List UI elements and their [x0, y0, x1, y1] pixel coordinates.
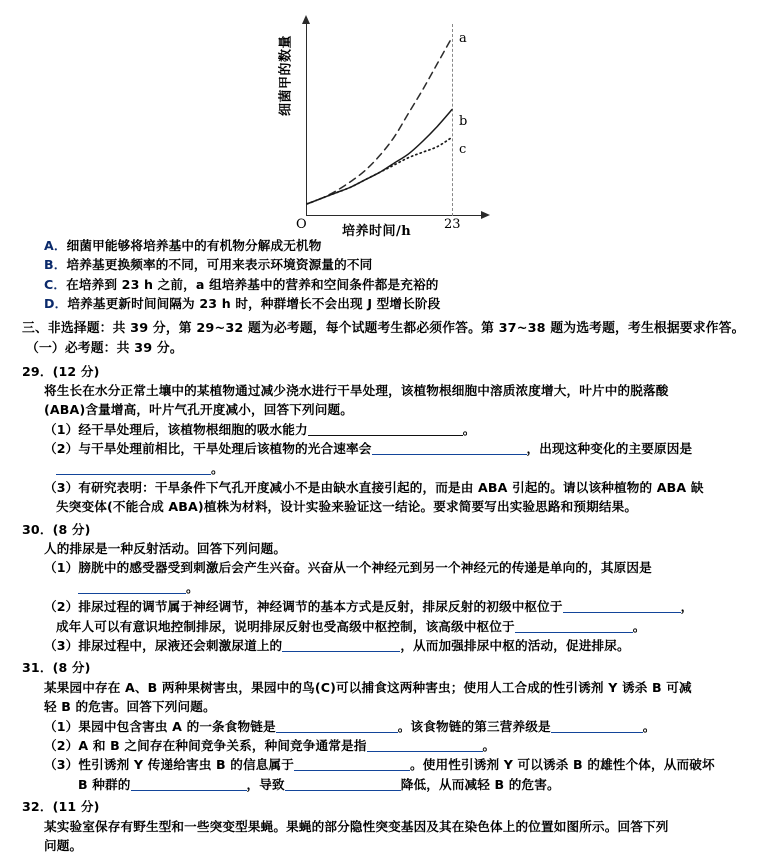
option-b-mark: B． — [44, 257, 67, 273]
q31-part1-blank1[interactable] — [276, 732, 398, 733]
q30-part2-line2 — [0, 617, 780, 636]
q29-part2-blank2[interactable] — [56, 474, 211, 475]
q29-part2-line1 — [0, 439, 780, 458]
q29-part1-period: 。 — [462, 421, 476, 437]
option-c-text: 在培养到 23 h 之前，a 组培养基中的营养和空间条件都是充裕的 — [66, 276, 439, 292]
section-heading: 三、非选择题：共 39 分，第 29~32 题为必考题，每个试题考生都必须作答。第 37~38 题为选考题，考生根据要求作答。 — [22, 320, 745, 336]
curve-c-path — [307, 137, 452, 204]
q29-part1-text: （1）经干旱处理后，该植物根细胞的吸水能力 — [44, 421, 308, 437]
q31-part1-blank2[interactable] — [551, 732, 643, 733]
q29-part2-text-a: （2）与干旱处理前相比，干旱处理后该植物的光合速率会 — [44, 441, 372, 457]
bacteria-growth-figure — [0, 0, 780, 239]
q30-part1-line1: （1）膀胱中的感受器受到刺激后会产生兴奋。兴奋从一个神经元到另一个神经元的传递是单向的，其原因是 — [44, 560, 652, 576]
q29-part3-line1: （3）有研究表明：干旱条件下气孔开度减小不是由缺水直接引起的，而是由 ABA 引起的。请以该种植物的 ABA 缺 — [44, 479, 704, 495]
q31-part2-text: （2）A 和 B 之间存在种间竞争关系，种间竞争通常是指 — [44, 737, 367, 753]
q31-part3-text-e: 降低，从而减轻 B 的危害。 — [400, 776, 560, 792]
q29-part3-line2: 失突变体(不能合成 ABA)植株为材料，设计实验来验证这一结论。要求简要写出实验思路和预期结果。 — [56, 499, 638, 515]
q30-part2-line1 — [0, 597, 780, 616]
x-axis-label: 培养时间/h — [342, 224, 412, 239]
q30-score: (8 分) — [52, 521, 91, 537]
q30-part3-text-a: （3）排尿过程中，尿液还会刺激尿道上的 — [44, 638, 283, 654]
option-c — [0, 275, 780, 294]
question-32-number — [0, 797, 780, 816]
option-d-text: 培养基更新时间间隔为 23 h 时，种群增长不会出现 J 型增长阶段 — [67, 296, 441, 312]
q31-part3-line2 — [0, 775, 780, 794]
q32-score: (11 分) — [52, 799, 100, 815]
option-b-text: 培养基更换频率的不同，可用来表示环境资源量的不同 — [66, 257, 373, 273]
q30-part1-line2 — [0, 578, 780, 597]
q29-part2-blank1[interactable] — [372, 454, 527, 455]
q31-part3-text-b: 。使用性引诱剂 Y 可以诱杀 B 的雄性个体，从而破坏 — [409, 757, 715, 773]
q31-part3-blank2[interactable] — [131, 790, 247, 791]
q30-part2-period: 。 — [632, 618, 646, 634]
q31-score: (8 分) — [52, 660, 91, 676]
option-c-mark: C． — [44, 276, 67, 292]
q32-stem-line2: 问题。 — [44, 837, 83, 853]
q29-score: (12 分) — [52, 363, 100, 379]
q31-part3-blank3[interactable] — [285, 790, 401, 791]
q30-num: 30． — [22, 521, 53, 537]
curve-label-c: c — [459, 142, 467, 157]
q31-part3-line1 — [0, 755, 780, 774]
q30-part2-text-b: ， — [680, 599, 694, 615]
q30-part1-period: 。 — [186, 579, 199, 595]
q29-stem-line2: (ABA)含量增高，叶片气孔开度减小，回答下列问题。 — [44, 402, 353, 418]
option-d — [0, 294, 780, 313]
option-a — [0, 236, 780, 255]
q29-num: 29． — [22, 363, 53, 379]
q30-part3-text-b: ，从而加强排尿中枢的活动，促进排尿。 — [400, 638, 630, 654]
q31-part3-text-a: （3）性引诱剂 Y 传递给害虫 B 的信息属于 — [44, 757, 294, 773]
option-d-mark: D． — [44, 296, 68, 312]
option-a-mark: A． — [44, 238, 67, 253]
q32-num: 32． — [22, 799, 53, 815]
q30-part3-blank[interactable] — [282, 651, 400, 652]
q31-part2-blank[interactable] — [367, 751, 483, 752]
q32-stem-line1: 某实验室保存有野生型和一些突变型果蝇。果蝇的部分隐性突变基因及其在染色体上的位置如图所示。回答下列 — [44, 818, 669, 834]
question-30-number — [0, 520, 780, 539]
q29-part2-text-b: ，出现这种变化的主要原因是 — [526, 441, 693, 457]
q31-part3-text-c: B 种群的 — [78, 776, 131, 792]
q31-stem-line2: 轻 B 的危害。回答下列问题。 — [44, 699, 216, 715]
q29-part1-blank[interactable] — [308, 435, 463, 436]
q31-part3-blank1[interactable] — [294, 770, 410, 771]
x-tick-label-23: 23 — [444, 217, 461, 232]
question-31-number — [0, 658, 780, 677]
q30-part1-blank[interactable] — [78, 593, 186, 594]
q31-part1-text-a: （1）果园中包含害虫 A 的一条食物链是 — [44, 718, 276, 734]
section-subheading: （一）必考题：共 39 分。 — [26, 340, 183, 356]
q31-part1-period: 。 — [642, 718, 656, 734]
q30-part2-text-a: （2）排尿过程的调节属于神经调节，神经调节的基本方式是反射，排尿反射的初级中枢位于 — [44, 599, 563, 615]
q30-part2-text-c: 成年人可以有意识地控制排尿，说明排尿反射也受高级中枢控制，该高级中枢位于 — [56, 618, 515, 634]
option-b — [0, 255, 780, 274]
q31-num: 31． — [22, 660, 53, 676]
q30-part3 — [0, 636, 780, 655]
q31-part3-text-d: ，导致 — [246, 776, 285, 792]
y-axis-label: 细菌甲的数量 — [278, 35, 294, 117]
q31-part1 — [0, 717, 780, 736]
q30-part2-blank2[interactable] — [515, 632, 633, 633]
question-29-number — [0, 362, 780, 381]
q29-stem-line1: 将生长在水分正常土壤中的某植物通过减少浇水进行干旱处理，该植物根细胞中溶质浓度增大，叶片中的脱落酸 — [44, 382, 669, 398]
growth-curves-svg — [272, 14, 502, 236]
curve-label-a: a — [459, 31, 467, 46]
q29-part1 — [0, 420, 780, 439]
figure-plot-area — [272, 14, 502, 239]
q31-part1-text-b: 。该食物链的第三营养级是 — [397, 718, 551, 734]
q31-part2-period: 。 — [482, 737, 496, 753]
origin-label: O — [296, 217, 307, 232]
option-a-text: 细菌甲能够将培养基中的有机物分解成无机物 — [66, 238, 322, 253]
q30-part2-blank1[interactable] — [563, 612, 681, 613]
q29-part2-line2 — [0, 459, 780, 478]
curve-label-b: b — [459, 114, 468, 129]
q31-stem-line1: 某果园中存在 A、B 两种果树害虫，果园中的鸟(C)可以捕食这两种害虫；使用人工合成的性引诱剂 Y 诱杀 B 可减 — [44, 679, 692, 695]
q30-stem: 人的排尿是一种反射活动。回答下列问题。 — [44, 541, 287, 557]
q29-part2-period: 。 — [211, 460, 224, 476]
exam-text-body — [0, 236, 780, 855]
curve-a-path — [307, 37, 452, 204]
q31-part2 — [0, 736, 780, 755]
